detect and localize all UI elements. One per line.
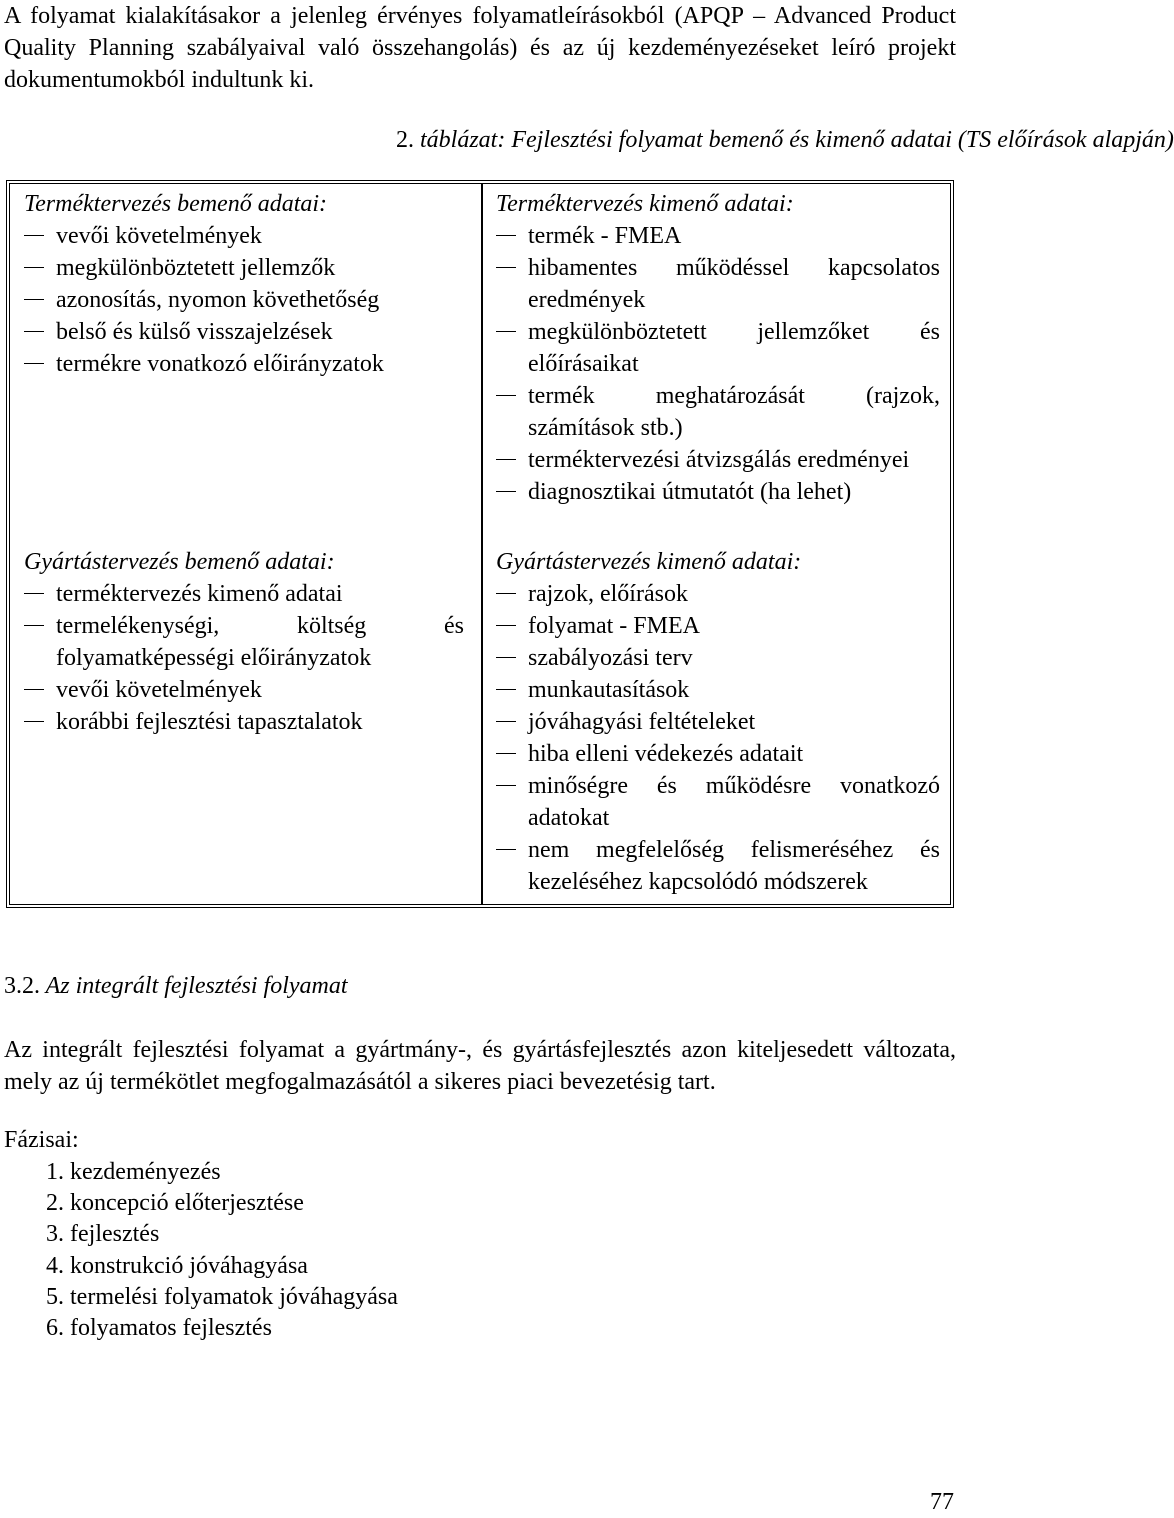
list-item: terméktervezési átvizsgálás eredményei — [496, 444, 940, 476]
list-item: 2. koncepció előterjesztése — [46, 1190, 304, 1217]
dash-icon — [496, 491, 516, 492]
list-item: rajzok, előírások — [496, 578, 940, 610]
list-item: hibamentes működéssel kapcsolatos eredmények — [496, 252, 940, 316]
dash-icon — [496, 235, 516, 236]
list-item: azonosítás, nyomon követhetőség — [24, 284, 464, 316]
list-item: megkülönböztetett jellemzőket és előírásaikat — [496, 316, 940, 380]
list-item: korábbi fejlesztési tapasztalatok — [24, 706, 464, 738]
list-item: munkautasítások — [496, 674, 940, 706]
dash-icon — [496, 593, 516, 594]
dash-icon — [24, 721, 44, 722]
list-item: folyamat - FMEA — [496, 610, 940, 642]
list-item: termék - FMEA — [496, 220, 940, 252]
list-item: 5. termelési folyamatok jóváhagyása — [46, 1283, 398, 1310]
list-item: termék meghatározását (rajzok, számítások stb.) — [496, 380, 940, 444]
list-item: 6. folyamatos fejlesztés — [46, 1314, 272, 1341]
dash-icon — [24, 593, 44, 594]
list-item: megkülönböztetett jellemzők — [24, 252, 464, 284]
process-input-block — [24, 546, 464, 738]
list-item: szabályozási terv — [496, 642, 940, 674]
process-output-block — [496, 546, 940, 898]
list-item: belső és külső visszajelzések — [24, 316, 464, 348]
dash-icon — [24, 689, 44, 690]
io-table — [6, 180, 954, 908]
dash-icon — [24, 363, 44, 364]
table-caption — [396, 124, 1174, 156]
product-output-block — [496, 188, 940, 508]
dash-icon — [496, 657, 516, 658]
dash-icon — [496, 689, 516, 690]
list-item: vevői követelmények — [24, 220, 464, 252]
section-number: 3.2. — [4, 973, 40, 999]
page-number: 77 — [930, 1489, 954, 1515]
list-item: 3. fejlesztés — [46, 1221, 160, 1248]
list-item: 1. kezdeményezés — [46, 1159, 221, 1185]
dash-icon — [496, 331, 516, 332]
section-paragraph: Az integrált fejlesztési folyamat a gyártmány-, és gyártásfejlesztés azon kiteljesedett változata, mely az új termékötlet megfogalmazásától a sikeres piaci bevezetésig tart. — [4, 1037, 956, 1095]
product-input-block — [24, 188, 464, 380]
dash-icon — [24, 299, 44, 300]
product-output-heading: Terméktervezés kimenő adatai: — [496, 191, 794, 217]
dash-icon — [496, 267, 516, 268]
list-item: nem megfelelőség felismeréséhez és kezeléséhez kapcsolódó módszerek — [496, 834, 940, 898]
dash-icon — [24, 331, 44, 332]
table-column-divider — [481, 184, 483, 904]
dash-icon — [496, 721, 516, 722]
dash-icon — [496, 625, 516, 626]
phases-list — [46, 1156, 398, 1343]
table-caption-number: 2. — [396, 127, 414, 153]
dash-icon — [24, 625, 44, 626]
list-item: vevői követelmények — [24, 674, 464, 706]
dash-icon — [496, 459, 516, 460]
list-item: diagnosztikai útmutatót (ha lehet) — [496, 476, 940, 508]
list-item: hiba elleni védekezés adatait — [496, 738, 940, 770]
section-heading — [4, 970, 348, 1002]
list-item: termelékenységi, költség és folyamatképességi előirányzatok — [24, 610, 464, 674]
list-item: 4. konstrukció jóváhagyása — [46, 1252, 308, 1279]
table-caption-text: táblázat: Fejlesztési folyamat bemenő és kimenő adatai (TS előírások alapján) — [420, 127, 1174, 153]
section-title: Az integrált fejlesztési folyamat — [45, 973, 348, 999]
list-item: terméktervezés kimenő adatai — [24, 578, 464, 610]
phases-title: Fázisai: — [4, 1127, 79, 1153]
intro-paragraph: A folyamat kialakításakor a jelenleg érvényes folyamatleírásokból (APQP – Advanced Product Quality Planning szabályaival való összehangolás) és az új kezdeményezéseket leíró projekt dokumentumokból indultunk ki. — [4, 3, 956, 93]
dash-icon — [24, 235, 44, 236]
dash-icon — [496, 849, 516, 850]
process-input-heading: Gyártástervezés bemenő adatai: — [24, 549, 335, 575]
product-input-heading: Terméktervezés bemenő adatai: — [24, 191, 328, 217]
list-item: termékre vonatkozó előirányzatok — [24, 348, 464, 380]
dash-icon — [496, 753, 516, 754]
list-item: jóváhagyási feltételeket — [496, 706, 940, 738]
list-item: minőségre és működésre vonatkozó adatokat — [496, 770, 940, 834]
process-output-heading: Gyártástervezés kimenő adatai: — [496, 549, 802, 575]
dash-icon — [24, 267, 44, 268]
dash-icon — [496, 395, 516, 396]
dash-icon — [496, 785, 516, 786]
